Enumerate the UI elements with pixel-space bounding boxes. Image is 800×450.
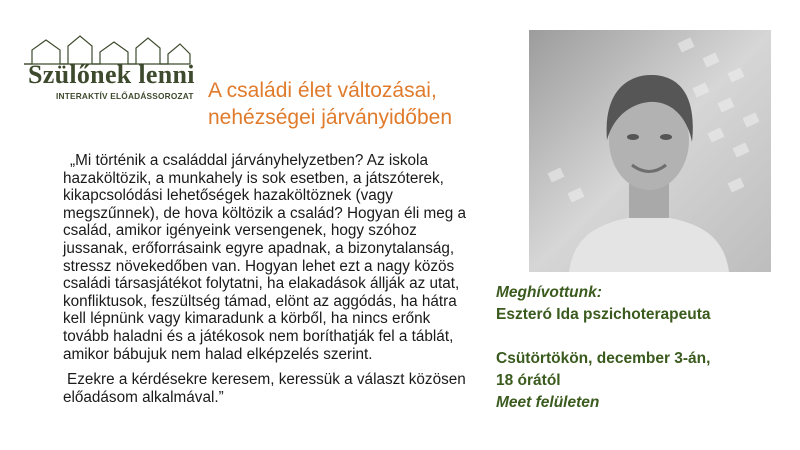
- description-paragraph-1: „Mi történik a családdal járványhelyzetben? Az iskola hazaköltözik, a munkahely is sok esetben, a játszóterek, kikapcsolódási lehetőségek hazaköltöznek (vagy megszűnnek), de hova költözik a család? Hogyan éli meg a család, amikor igényeink versengenek, hogy szóhoz jussanak, erőforrásaink egyre apadnak, a bizonytalanság, stressz növekedőben van. Hogyan lehet ezt a nagy közös családi társasjátékot folytatni, ha elakadások állják az utat, konfliktusok, feszültség támad, elönt az aggódás, ha hátra kell lépnünk vagy kimaradunk a körből, ha nincs erőnk tovább haladni és a játékosok nem boríthatják fel a táblát, amikor bábujuk nem halad elképzelés szerint.: [63, 152, 467, 363]
- speaker-photo: [529, 30, 771, 272]
- speaker-portrait-image: [529, 30, 771, 272]
- heading-line-1: A családi élet változásai,: [208, 79, 437, 102]
- description-paragraph-2: Ezekre a kérdésekre keresem, keressük a választ közösen előadásom alkalmával.”: [63, 371, 466, 406]
- event-platform: Meet felületen: [496, 394, 600, 411]
- heading-line-2: nehézségei járványidőben: [208, 106, 453, 129]
- event-date: Csütörtökön, december 3-án,: [496, 350, 711, 367]
- event-time: 18 órától: [496, 372, 561, 389]
- logo-subtitle: INTERAKTÍV ELŐADÁSSOROZAT: [56, 91, 194, 101]
- event-heading: [208, 77, 508, 131]
- event-description: [63, 152, 473, 406]
- series-logo: [22, 32, 195, 112]
- logo-title: Szülőnek lenni: [28, 60, 195, 89]
- event-info: [496, 282, 786, 414]
- invited-label: Meghívottunk:: [496, 284, 602, 301]
- speaker-name: Eszteró Ida pszichoterapeuta: [496, 306, 711, 323]
